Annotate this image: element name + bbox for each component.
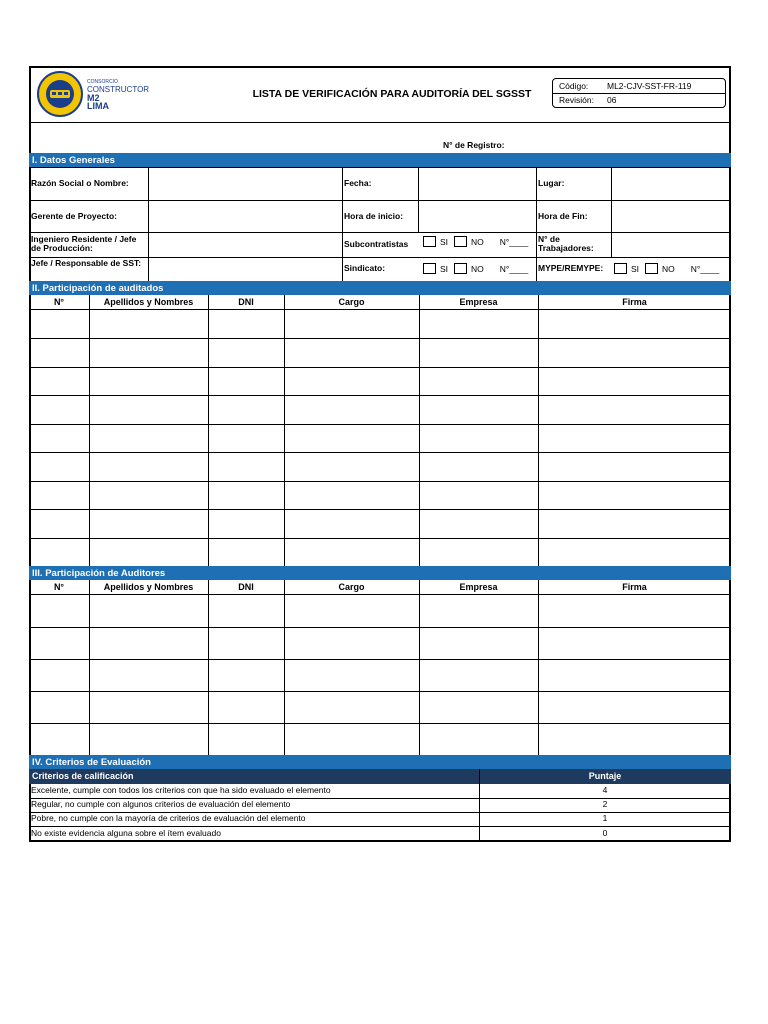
mype-si-label: SI	[631, 263, 640, 274]
header	[29, 66, 731, 123]
criteria-row-text: No existe evidencia alguna sobre el ítem evaluado	[31, 828, 221, 838]
table-row[interactable]	[29, 723, 731, 755]
criteria-row-score: 1	[602, 813, 608, 823]
table-row[interactable]	[29, 594, 731, 627]
sindicato-si-checkbox[interactable]	[423, 263, 436, 274]
sindicato-numero: N°____	[499, 263, 529, 274]
registro-label: N° de Registro:	[443, 140, 505, 150]
sindicato-si-label: SI	[440, 263, 449, 274]
logo-text-m2: M2	[87, 93, 100, 103]
hora-fin-label: Hora de Fin:	[538, 211, 588, 221]
criteria-row-score: 0	[602, 828, 608, 838]
subcontratistas-numero: N°____	[499, 236, 529, 247]
table-row[interactable]	[29, 424, 731, 452]
mype-options	[614, 263, 719, 274]
mype-label: MYPE/REMYPE:	[538, 263, 604, 273]
section2-col-header-2: DNI	[238, 297, 254, 307]
sindicato-label: Sindicato:	[344, 263, 386, 273]
table-row[interactable]	[29, 338, 731, 367]
section2-col-header-4: Empresa	[459, 297, 498, 307]
sindicato-options	[423, 263, 528, 274]
table-row[interactable]	[29, 659, 731, 691]
mype-no-label: NO	[662, 263, 675, 274]
criteria-header-row	[29, 769, 731, 784]
section2-col-header-1: Apellidos y Nombres	[103, 297, 194, 307]
ingeniero-label: Ingeniero Residente / Jefe de Producción:	[31, 234, 137, 253]
criteria-row-text: Pobre, no cumple con la mayoría de criterios de evaluación del elemento	[31, 813, 306, 823]
sindicato-no-checkbox[interactable]	[454, 263, 467, 274]
table-row[interactable]	[29, 538, 731, 566]
subcontratistas-si-checkbox[interactable]	[423, 236, 436, 247]
codigo-label: Código:	[559, 81, 589, 91]
logo-text-constructor: CONSTRUCTOR	[87, 85, 150, 94]
table-row[interactable]	[29, 309, 731, 338]
section3-col-header-1: Apellidos y Nombres	[103, 582, 194, 592]
subcontratistas-no-checkbox[interactable]	[454, 236, 467, 247]
section3-col-header-4: Empresa	[459, 582, 498, 592]
table-row[interactable]	[29, 509, 731, 538]
section2-col-header-5: Firma	[622, 297, 647, 307]
table-row[interactable]	[29, 395, 731, 424]
section3-col-header-0: N°	[53, 582, 65, 592]
section-1-header: I. Datos Generales	[29, 153, 731, 167]
n-trabajadores-label: N° de Trabajadores:	[538, 234, 594, 253]
gerente-label: Gerente de Proyecto:	[31, 211, 117, 221]
revision-value: 06	[607, 95, 617, 105]
criteria-row-score: 2	[602, 799, 608, 809]
table-row[interactable]	[29, 481, 731, 509]
jefe-sst-label: Jefe / Responsable de SST:	[31, 258, 142, 268]
criteria-row-text: Regular, no cumple con algunos criterios de evaluación del elemento	[31, 799, 291, 809]
logo-seal-icon	[35, 70, 85, 118]
section-4-header: IV. Criterios de Evaluación	[29, 755, 731, 769]
sindicato-no-label: NO	[471, 263, 484, 274]
hora-inicio-label: Hora de inicio:	[344, 211, 404, 221]
lugar-label: Lugar:	[538, 178, 565, 188]
fecha-label: Fecha:	[344, 178, 372, 188]
section3-col-header-3: Cargo	[338, 582, 365, 592]
table-row[interactable]	[29, 367, 731, 395]
table-row[interactable]	[29, 452, 731, 481]
criteria-col-header: Criterios de calificación	[32, 771, 134, 781]
section-2-header: II. Participación de auditados	[29, 281, 731, 295]
subcontratistas-label: Subcontratistas	[344, 239, 409, 249]
section2-col-header-3: Cargo	[338, 297, 365, 307]
section3-col-header-2: DNI	[238, 582, 254, 592]
section3-col-header-5: Firma	[622, 582, 647, 592]
score-col-header: Puntaje	[588, 771, 622, 781]
revision-label: Revisión:	[559, 95, 594, 105]
mype-no-checkbox[interactable]	[645, 263, 658, 274]
mype-numero: N°____	[690, 263, 720, 274]
section2-col-header-0: N°	[53, 297, 65, 307]
code-box	[552, 78, 726, 108]
logo-text-lima: LIMA	[87, 101, 109, 111]
table-row[interactable]	[29, 691, 731, 723]
subcontratistas-no-label: NO	[471, 236, 484, 247]
subcontratistas-si-label: SI	[440, 236, 449, 247]
razon-social-label: Razón Social o Nombre:	[31, 178, 129, 188]
codigo-value: ML2-CJV-SST-FR-119	[607, 81, 692, 91]
logo-text-consorcio: CONSORCIO	[87, 79, 118, 85]
subcontratistas-options	[423, 236, 528, 247]
table-row[interactable]	[29, 627, 731, 659]
page-title: LISTA DE VERIFICACIÓN PARA AUDITORÍA DEL SGSST	[252, 88, 532, 100]
mype-si-checkbox[interactable]	[614, 263, 627, 274]
section-3-header: III. Participación de Auditores	[29, 566, 731, 580]
criteria-row-score: 4	[602, 785, 608, 795]
company-logo	[35, 70, 150, 118]
criteria-row-text: Excelente, cumple con todos los criterios con que ha sido evaluado el elemento	[31, 785, 331, 795]
